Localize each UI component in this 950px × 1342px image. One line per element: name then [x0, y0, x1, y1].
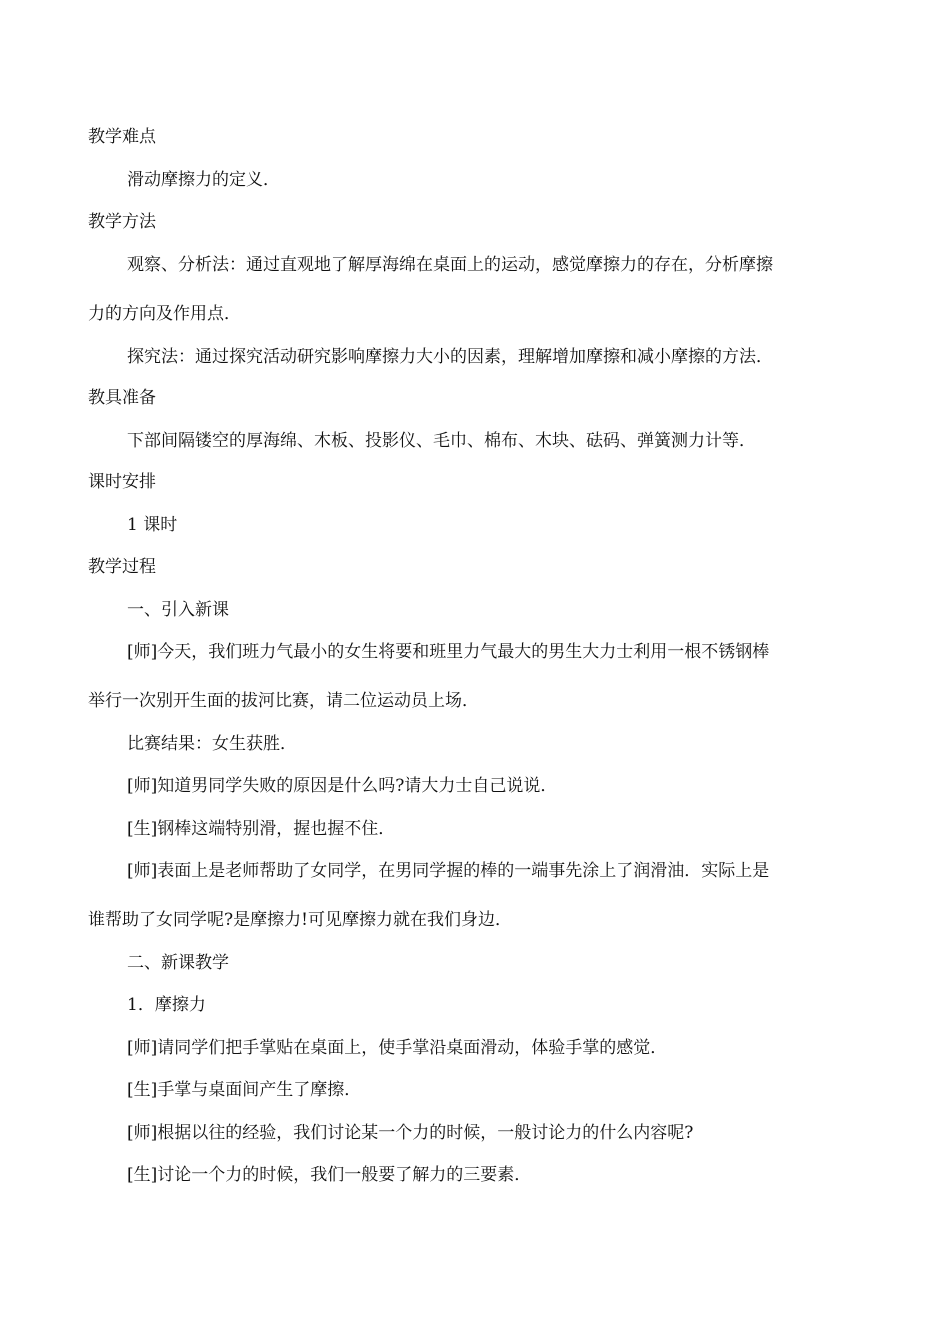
paragraph-line: 下部间隔镂空的厚海绵、木板、投影仪、毛巾、棉布、木块、砝码、弹簧测力计等． [127, 431, 756, 451]
paragraph-line: [师]根据以往的经验，我们讨论某一个力的时候，一般讨论力的什么内容呢? [127, 1123, 694, 1143]
heading-teaching-method: 教学方法 [88, 212, 156, 232]
section-title: 一、引入新课 [127, 600, 229, 620]
paragraph-line: [生]钢棒这端特别滑，握也握不住． [127, 819, 396, 839]
paragraph-line: 1 课时 [127, 515, 178, 535]
paragraph-continuation: 谁帮助了女同学呢?是摩擦力!可见摩擦力就在我们身边． [88, 910, 512, 930]
paragraph-continuation: 举行一次别开生面的拔河比赛，请二位运动员上场． [88, 691, 479, 711]
paragraph-line: [师]请同学们把手掌贴在桌面上，使手掌沿桌面滑动，体验手掌的感觉． [127, 1038, 668, 1058]
heading-teaching-aids: 教具准备 [88, 388, 156, 408]
heading-class-schedule: 课时安排 [88, 472, 156, 492]
paragraph-line: 观察、分析法：通过直观地了解厚海绵在桌面上的运动，感觉摩擦力的存在，分析摩擦 [127, 255, 773, 275]
section-title: 二、新课教学 [127, 953, 229, 973]
paragraph-line: 比赛结果：女生获胜． [127, 734, 297, 754]
heading-teaching-difficulty: 教学难点 [88, 127, 156, 147]
paragraph-continuation: 力的方向及作用点． [88, 304, 241, 324]
paragraph-line: 滑动摩擦力的定义． [127, 170, 280, 190]
paragraph-line: [师]表面上是老师帮助了女同学，在男同学握的棒的一端事先涂上了润滑油．实际上是 [127, 861, 770, 881]
heading-teaching-process: 教学过程 [88, 557, 156, 577]
paragraph-line: [生]讨论一个力的时候，我们一般要了解力的三要素． [127, 1165, 532, 1185]
subsection-title: 1．摩擦力 [127, 995, 206, 1015]
paragraph-line: 探究法：通过探究活动研究影响摩擦力大小的因素，理解增加摩擦和减小摩擦的方法． [127, 347, 773, 367]
paragraph-line: [生]手掌与桌面间产生了摩擦． [127, 1080, 362, 1100]
paragraph-line: [师]知道男同学失败的原因是什么吗?请大力士自己说说． [127, 776, 558, 796]
paragraph-line: [师]今天，我们班力气最小的女生将要和班里力气最大的男生大力士利用一根不锈钢棒 [127, 642, 770, 662]
